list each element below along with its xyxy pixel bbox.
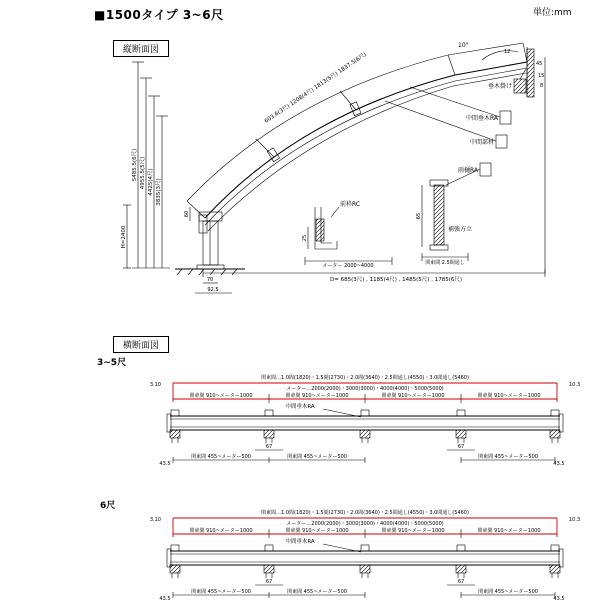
cross1-title: 3~5尺 bbox=[97, 358, 127, 368]
depth-label: D= 685(3尺) , 1185(4尺) , 1485(5尺) , 1785(6尺) bbox=[330, 277, 462, 283]
callout-chukan-zai bbox=[385, 101, 507, 148]
dim-67: 67 bbox=[457, 579, 465, 585]
span-table-kanto: 関東間…1.0間(1820)・1.5間(2730)・2.0間(3640)・2.5間通し(4550)・3.0間通し(5460) bbox=[261, 510, 469, 516]
dim-67: 67 bbox=[265, 579, 273, 585]
curved-roof-panel bbox=[199, 62, 527, 233]
cross-roof-body bbox=[167, 545, 563, 578]
dim-70: 70 bbox=[206, 277, 214, 283]
chukan-ra-label: 中間垂木RA bbox=[465, 115, 498, 122]
dim-25: 25 bbox=[302, 234, 308, 242]
end-dim-43-5: 43.5 bbox=[553, 596, 565, 600]
segment-dim-label: 関東間 910~メーター1000 bbox=[381, 528, 445, 534]
dim-8: 8 bbox=[540, 83, 544, 89]
sheet-title: ■1500タイプ 3~6尺 bbox=[94, 8, 224, 22]
mid-rafter-label: 中間垂木RA bbox=[285, 539, 315, 545]
dim-45: 45 bbox=[536, 61, 543, 67]
front-frame-detail bbox=[302, 200, 392, 269]
front-frame-label: 前枠RC bbox=[340, 201, 361, 208]
rafter bbox=[360, 545, 370, 578]
segment-dim-label: 関東間 910~メーター1000 bbox=[285, 393, 349, 399]
segment-dim-label: 関東間 910~メーター1000 bbox=[285, 528, 349, 534]
bottom-pitch-label: 関東間 455~メーター500 bbox=[287, 589, 347, 595]
longitudinal-section-drawing bbox=[90, 35, 590, 325]
unit-note: 単位:mm bbox=[533, 8, 572, 18]
rafter bbox=[170, 545, 180, 578]
corner-dim-left: 3.10 bbox=[149, 382, 161, 388]
segment-dim-label: 関東間 910~メーター1000 bbox=[381, 393, 445, 399]
height-dim-4shaku: 4425(4尺) bbox=[148, 168, 154, 196]
dim-65: 65 bbox=[416, 212, 422, 220]
dim-15: 15 bbox=[538, 73, 545, 79]
rafter bbox=[264, 545, 274, 578]
bottom-pitch-label: 関東間 455~メーター500 bbox=[287, 454, 347, 460]
rafter bbox=[456, 545, 466, 578]
callout-chukan-ra bbox=[410, 87, 511, 124]
height-dim-5shaku: 4955.5(5尺) bbox=[140, 156, 146, 190]
dim-67: 67 bbox=[457, 444, 465, 450]
dim-60: 60 bbox=[184, 210, 190, 218]
corner-dim-left: 3.10 bbox=[149, 517, 161, 523]
segment-dim-label: 関東間 910~メーター1000 bbox=[189, 393, 253, 399]
support-post bbox=[175, 207, 245, 275]
intermediate-rafter-section-b bbox=[350, 102, 361, 116]
cross-section-drawing-6shaku bbox=[95, 507, 585, 600]
span-table-kanto: 関東間…1.0間(1820)・1.5間(2730)・2.0間(3640)・2.5間通し(4550)・3.0間通し(5460) bbox=[261, 375, 469, 381]
slope-dims-label: 603.6(3尺) 1208(4尺) 1813(5尺) 1837.5(6尺) bbox=[263, 51, 368, 125]
rafter bbox=[264, 410, 274, 443]
corner-dim-right: 10.3 bbox=[569, 382, 581, 388]
end-dim-43-5: 43.5 bbox=[159, 461, 171, 467]
cross-top-dims bbox=[150, 509, 580, 538]
kanto-span-label: 関東間 2.5間通し bbox=[425, 260, 465, 266]
height-dim-6shaku: 5485.5(6尺) bbox=[132, 148, 138, 182]
callout-tarukikake bbox=[488, 69, 526, 93]
bottom-pitch-label: 関東間 455~メーター500 bbox=[478, 589, 538, 595]
dim-92-5: 92.5 bbox=[207, 287, 219, 293]
segment-dim-label: 関東間 910~メーター1000 bbox=[477, 528, 541, 534]
angle-label: 10° bbox=[458, 42, 469, 49]
post-height-dim bbox=[121, 205, 131, 268]
intermediate-rafter-section-a bbox=[267, 148, 279, 162]
cross2-title: 6尺 bbox=[100, 501, 116, 511]
post-base-plate bbox=[197, 265, 224, 269]
cross-mid-callout bbox=[285, 537, 361, 552]
height-dimension-lines bbox=[130, 62, 170, 268]
segment-dim-label: 関東間 910~メーター1000 bbox=[477, 393, 541, 399]
rafter bbox=[550, 545, 560, 578]
section-label-cross: 横断面図 bbox=[113, 336, 169, 353]
callout-amadoi bbox=[446, 163, 491, 185]
cross-bottom-dims bbox=[159, 444, 564, 467]
span-table-meter: メーター…2000(2000)・3000(3000)・4000(4000)・5000(5000) bbox=[286, 386, 444, 392]
cross-section-drawing-3-5shaku bbox=[95, 372, 585, 467]
rafter bbox=[360, 410, 370, 443]
cross-roof-body bbox=[167, 410, 563, 443]
end-dim-43-5: 43.5 bbox=[553, 461, 565, 467]
meter-range-label: メーター 2000~4000 bbox=[322, 263, 374, 269]
cross-bottom-dims bbox=[159, 579, 564, 600]
amadoi-label: 雨樋RA bbox=[457, 167, 478, 174]
tarukikake-label: 垂木掛け bbox=[487, 83, 512, 90]
bottom-pitch-label: 関東間 455~メーター500 bbox=[478, 454, 538, 460]
post-height-label: H=2400 bbox=[121, 225, 127, 249]
dim-67: 67 bbox=[265, 444, 273, 450]
span-table-meter: メーター…2000(2000)・3000(3000)・4000(4000)・5000(5000) bbox=[286, 521, 444, 527]
height-dim-3shaku: 3835(3尺) bbox=[156, 178, 162, 206]
chukan-zai-label: 中間部材 bbox=[469, 139, 494, 146]
reinforcement-mullion-detail bbox=[416, 180, 472, 266]
section-label-longitudinal: 縦断面図 bbox=[113, 40, 169, 57]
rafter bbox=[456, 410, 466, 443]
bottom-pitch-label: 関東間 455~メーター500 bbox=[191, 454, 251, 460]
dim-12: 12 bbox=[504, 49, 511, 55]
segment-dim-label: 関東間 910~メーター1000 bbox=[189, 528, 253, 534]
slope-dimension-chain bbox=[187, 43, 527, 218]
rafter bbox=[170, 410, 180, 443]
reinforcement-label: 補強方立 bbox=[448, 226, 473, 233]
mid-rafter-label: 中間垂木RA bbox=[285, 404, 315, 410]
cross-top-dims bbox=[150, 374, 580, 403]
wall-hatch bbox=[527, 47, 534, 97]
end-dim-43-5: 43.5 bbox=[159, 596, 171, 600]
corner-dim-right: 10.3 bbox=[569, 517, 581, 523]
rafter bbox=[550, 410, 560, 443]
cross-mid-callout bbox=[285, 402, 361, 417]
bottom-pitch-label: 関東間 455~メーター500 bbox=[191, 589, 251, 595]
depth-dimension bbox=[195, 269, 545, 293]
